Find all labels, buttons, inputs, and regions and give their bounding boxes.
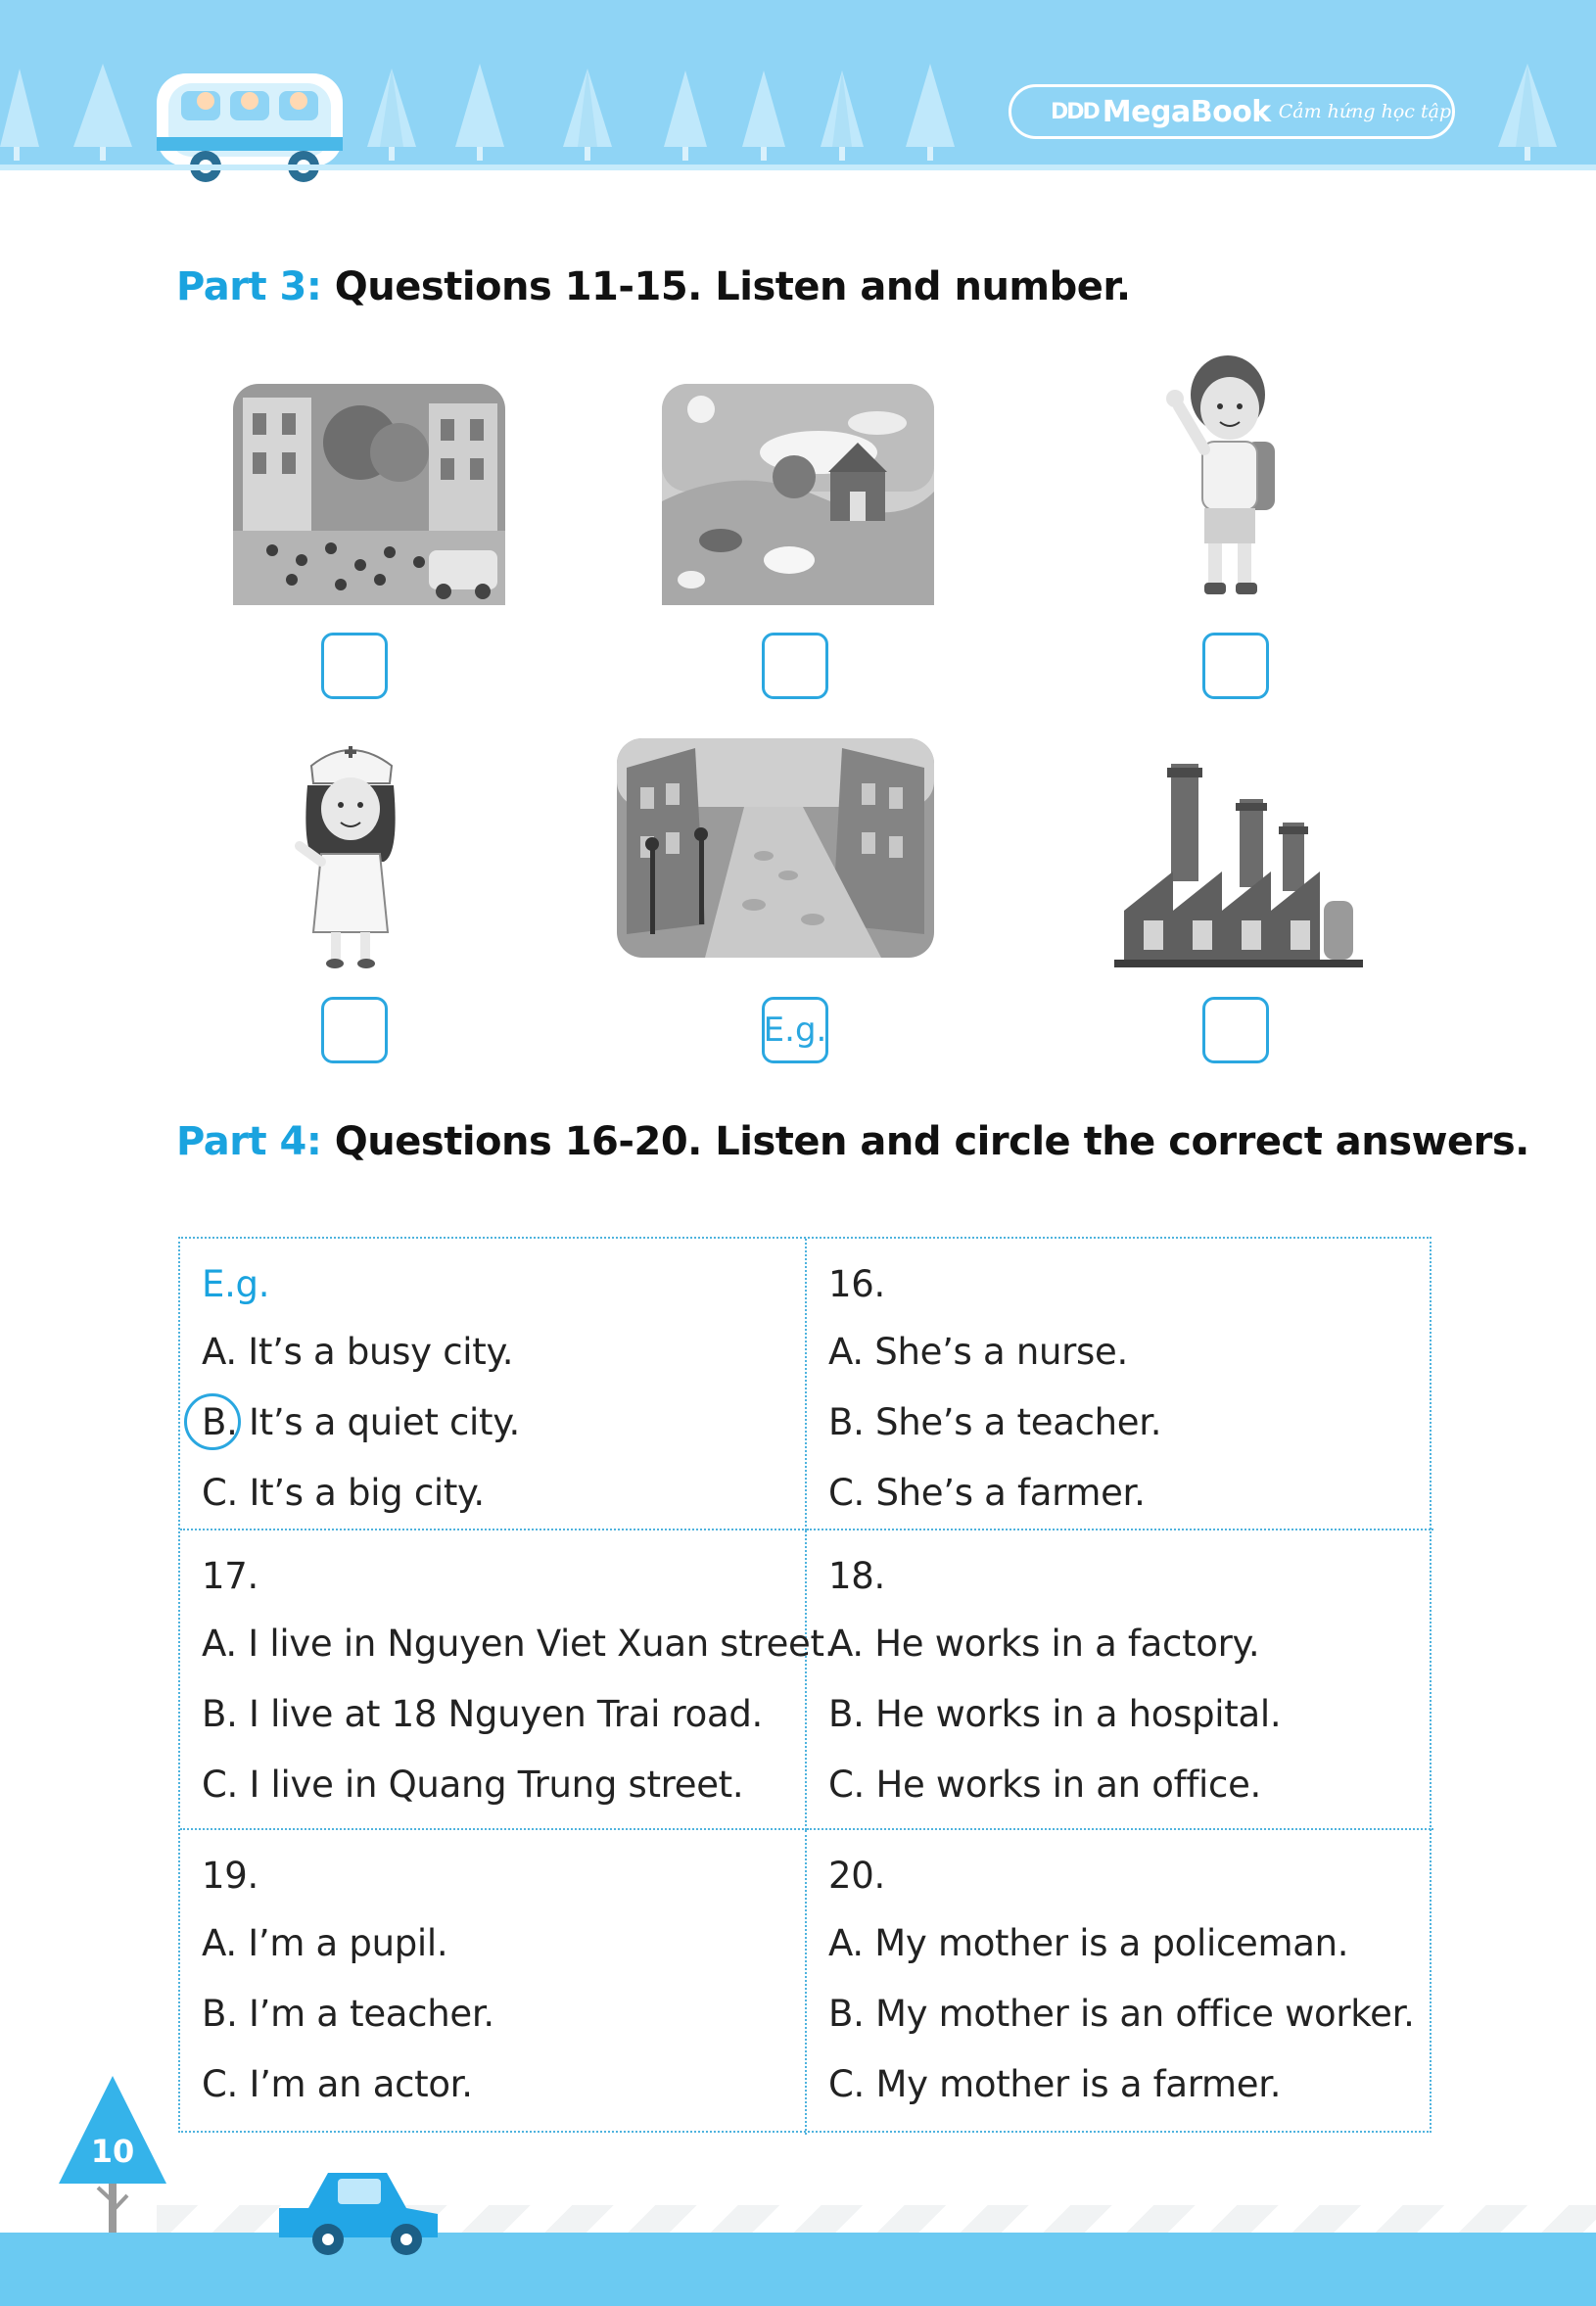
- question-cell-19: [180, 1830, 807, 2135]
- brand-name: MegaBook: [1102, 94, 1271, 129]
- answer-option[interactable]: B. I’m a teacher.: [202, 1993, 494, 2035]
- question-number: 20.: [828, 1855, 885, 1897]
- part4-label: Part 4:: [176, 1119, 322, 1164]
- answer-table: [178, 1237, 1432, 2133]
- brand-pill: [1009, 84, 1455, 139]
- answer-option[interactable]: A. I’m a pupil.: [202, 1922, 448, 1964]
- answer-option[interactable]: C. She’s a farmer.: [828, 1472, 1146, 1514]
- brand-slogan: Cảm hứng học tập: [1278, 101, 1452, 122]
- factory-picture: [1114, 764, 1363, 973]
- answer-box-factory[interactable]: [1202, 997, 1269, 1063]
- answer-option[interactable]: A. My mother is a policeman.: [828, 1922, 1349, 1964]
- quiet-street-picture: [617, 738, 934, 958]
- answer-box-quiet-street[interactable]: E.g.: [762, 997, 828, 1063]
- question-number: E.g.: [202, 1263, 270, 1305]
- header-divider: [0, 165, 1596, 170]
- answer-option[interactable]: C. I live in Quang Trung street.: [202, 1764, 744, 1806]
- answer-option[interactable]: B. I live at 18 Nguyen Trai road.: [202, 1693, 763, 1735]
- question-number: 19.: [202, 1855, 258, 1897]
- farm-picture: [662, 384, 934, 605]
- answer-option[interactable]: B. She’s a teacher.: [828, 1401, 1162, 1443]
- question-cell-20: [807, 1830, 1433, 2135]
- answer-option[interactable]: B. My mother is an office worker.: [828, 1993, 1415, 2035]
- page-number: 10: [90, 2133, 135, 2170]
- answer-option[interactable]: A. It’s a busy city.: [202, 1331, 514, 1373]
- answer-option[interactable]: C. My mother is a farmer.: [828, 2063, 1282, 2105]
- busy-city-picture: [233, 384, 505, 605]
- part3-instruction: Questions 11-15. Listen and number.: [334, 264, 1131, 309]
- answer-box-nurse[interactable]: [321, 997, 388, 1063]
- answer-option[interactable]: C. I’m an actor.: [202, 2063, 473, 2105]
- answer-option[interactable]: A. He works in a factory.: [828, 1623, 1260, 1665]
- answer-box-farm[interactable]: [762, 633, 828, 699]
- part3-label: Part 3:: [176, 264, 322, 309]
- nurse-picture: [282, 736, 419, 969]
- answer-option[interactable]: C. He works in an office.: [828, 1764, 1261, 1806]
- part4-instruction: Questions 16-20. Listen and circle the correct answers.: [334, 1119, 1529, 1164]
- car-illustration: [269, 2149, 446, 2257]
- question-cell-18: [807, 1530, 1433, 1830]
- answer-option[interactable]: A. I live in Nguyen Viet Xuan street.: [202, 1623, 836, 1665]
- page-header: [0, 0, 1596, 168]
- answer-option[interactable]: A. She’s a nurse.: [828, 1331, 1128, 1373]
- question-number: 18.: [828, 1555, 885, 1597]
- megabook-logo-icon: DDD: [1051, 99, 1099, 124]
- part3-heading: [176, 264, 1131, 309]
- footer-band: [0, 2233, 1596, 2306]
- answer-option[interactable]: C. It’s a big city.: [202, 1472, 485, 1514]
- answer-box-boy[interactable]: [1202, 633, 1269, 699]
- answer-box-busy-city[interactable]: [321, 633, 388, 699]
- question-number: 17.: [202, 1555, 258, 1597]
- question-number: 16.: [828, 1263, 885, 1305]
- question-cell-example: [180, 1239, 807, 1530]
- answer-option[interactable]: B. He works in a hospital.: [828, 1693, 1282, 1735]
- boy-picture: [1151, 348, 1308, 604]
- question-cell-17: [180, 1530, 836, 1830]
- answer-option-circled[interactable]: B. It’s a quiet city.: [202, 1388, 805, 1458]
- question-cell-16: [807, 1239, 1433, 1530]
- part4-heading: [176, 1119, 1529, 1164]
